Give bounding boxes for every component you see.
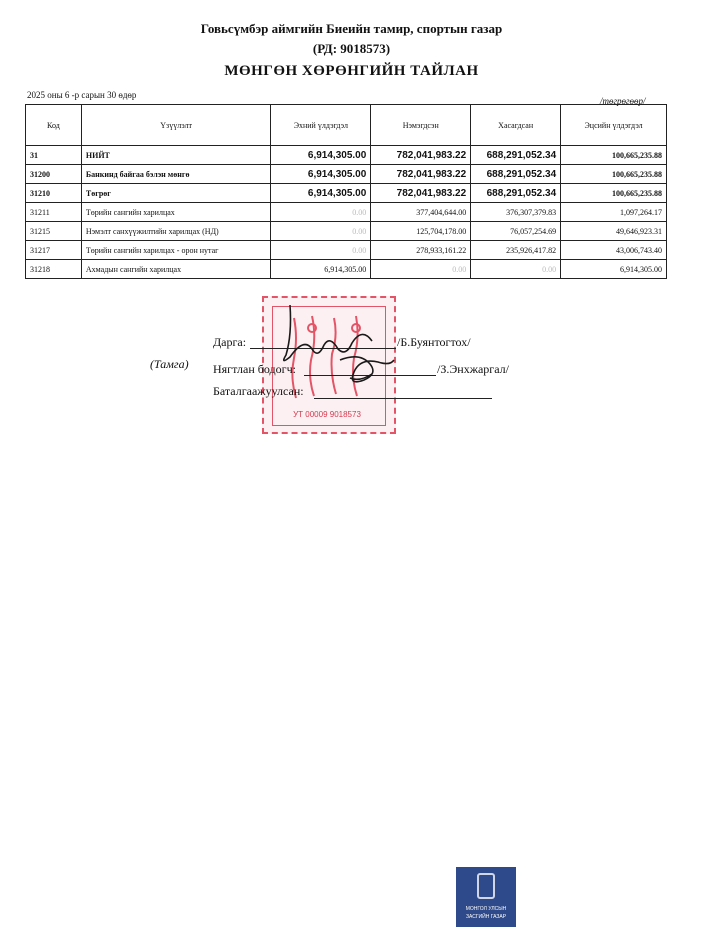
- report-title: МӨНГӨН ХӨРӨНГИЙН ТАЙЛАН: [224, 63, 479, 79]
- logo-line1: МОНГОЛ УЛСЫН: [465, 906, 507, 912]
- accountant-label: Нягтлан бодогч:: [213, 362, 296, 376]
- row-start: 6,914,305.00: [271, 260, 371, 279]
- organization-name: Говьсүмбэр аймгийн Биеийн тамир, спортын газар: [200, 21, 503, 36]
- row-name: НИЙТ: [81, 146, 271, 165]
- row-added: 782,041,983.22: [371, 184, 471, 203]
- table-row: [26, 184, 667, 203]
- accountant-name: /З.Энхжаргал/: [437, 362, 509, 376]
- row-name: Төрийн сангийн харилцах: [81, 203, 271, 222]
- table-row: [26, 241, 667, 260]
- registration-number: (РД: 9018573): [312, 41, 391, 56]
- stamp-number: УТ 00009 9018573: [293, 410, 361, 419]
- table-row: [26, 203, 667, 222]
- header-indicator: Үзүүлэлт: [81, 105, 271, 146]
- row-deducted: 688,291,052.34: [471, 184, 561, 203]
- row-name: Банкинд байгаа бэлэн мөнгө: [81, 165, 271, 184]
- cash-report-table: [25, 104, 667, 279]
- row-added: 0.00: [371, 260, 471, 279]
- logo-line2: ЗАСГИЙН ГАЗАР: [465, 914, 507, 920]
- row-deducted: 688,291,052.34: [471, 165, 561, 184]
- row-deducted: 76,057,254.69: [471, 222, 561, 241]
- row-end: 49,646,923.31: [561, 222, 667, 241]
- table-row: [26, 146, 667, 165]
- row-start: 0.00: [271, 222, 371, 241]
- header-end-balance: Эцсийн үлдэгдэл: [561, 105, 667, 146]
- row-name: Төгрөг: [81, 184, 271, 203]
- row-deducted: 0.00: [471, 260, 561, 279]
- row-deducted: 235,926,417.82: [471, 241, 561, 260]
- row-name: Ахмадын сангийн харилцах: [81, 260, 271, 279]
- head-label: Дарга:: [213, 335, 247, 349]
- row-added: 278,933,161.22: [371, 241, 471, 260]
- row-code: 31211: [26, 203, 82, 222]
- header-start-balance: Эхний үлдэгдэл: [271, 105, 371, 146]
- handwritten-signatures-icon: [270, 300, 410, 410]
- row-end: 100,665,235.88: [561, 146, 667, 165]
- currency-unit: /төгрөгөөр/: [600, 96, 646, 106]
- row-name: Нэмэлт санхүүжилтийн харилцах (НД): [81, 222, 271, 241]
- soyombo-emblem-icon: [477, 873, 495, 899]
- row-end: 1,097,264.17: [561, 203, 667, 222]
- header-deducted: Хасагдсан: [471, 105, 561, 146]
- row-start: 0.00: [271, 241, 371, 260]
- row-end: 6,914,305.00: [561, 260, 667, 279]
- row-start: 6,914,305.00: [271, 165, 371, 184]
- seal-label: (Тамга): [150, 357, 189, 371]
- row-end: 100,665,235.88: [561, 184, 667, 203]
- report-date: 2025 оны 6 -р сарын 30 өдөр: [27, 90, 137, 100]
- row-code: 31215: [26, 222, 82, 241]
- row-code: 31217: [26, 241, 82, 260]
- row-start: 0.00: [271, 203, 371, 222]
- header-added: Нэмэгдсэн: [371, 105, 471, 146]
- table-row: [26, 222, 667, 241]
- row-code: 31200: [26, 165, 82, 184]
- row-end: 43,006,743.40: [561, 241, 667, 260]
- row-code: 31218: [26, 260, 82, 279]
- row-start: 6,914,305.00: [271, 184, 371, 203]
- row-code: 31: [26, 146, 82, 165]
- table-header-row: [26, 105, 667, 146]
- row-deducted: 688,291,052.34: [471, 146, 561, 165]
- government-logo: [456, 867, 516, 927]
- row-added: 782,041,983.22: [371, 146, 471, 165]
- row-code: 31210: [26, 184, 82, 203]
- row-added: 782,041,983.22: [371, 165, 471, 184]
- row-end: 100,665,235.88: [561, 165, 667, 184]
- row-added: 125,704,178.00: [371, 222, 471, 241]
- table-row: [26, 165, 667, 184]
- row-name: Төрийн сангийн харилцах - орон нутаг: [81, 241, 271, 260]
- table-row: [26, 260, 667, 279]
- header-code: Код: [26, 105, 82, 146]
- row-added: 377,404,644.00: [371, 203, 471, 222]
- row-deducted: 376,307,379.83: [471, 203, 561, 222]
- row-start: 6,914,305.00: [271, 146, 371, 165]
- verified-label: Баталгаажуулсан:: [213, 384, 304, 398]
- head-name: /Б.Буянтогтох/: [397, 335, 471, 349]
